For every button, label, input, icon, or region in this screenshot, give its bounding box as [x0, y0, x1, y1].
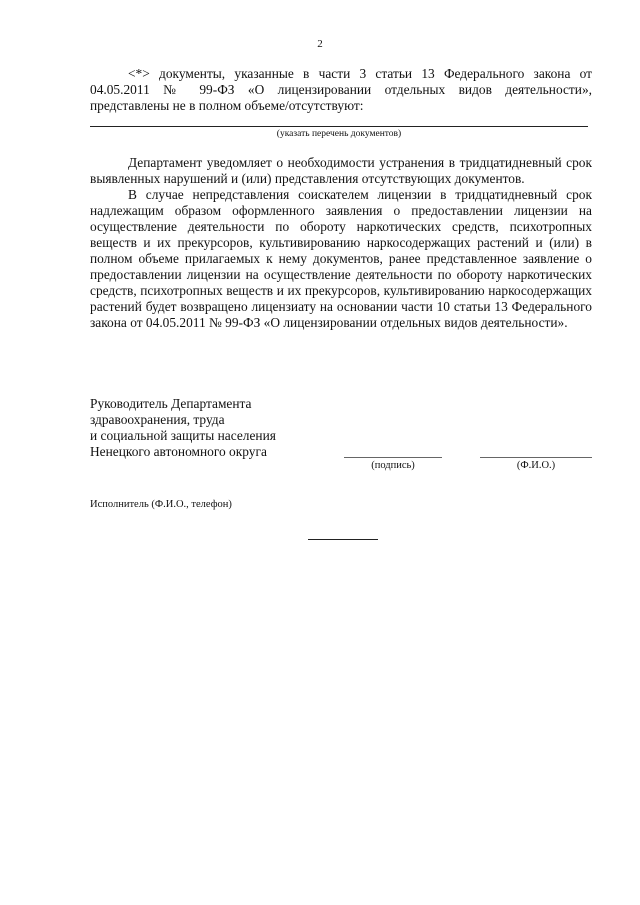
notice-paragraph-return: В случае непредставления соискателем лицензии в тридцатидневный срок надлежащим образом оформленного заявления о предоставлении лицензии на осуществление деятельности по обороту наркотических средств, психотропных веществ и их прекурсоров, культивированию наркосодержащих растений и (или) в полном объеме прилагаемых к нему документов, ранее представленное заявление о предоставлении лицензии на осуществление деятельности по обороту наркотических средств, психотропных веществ и их прекурсоров, культивированию наркосодержащих растений будет возвращено лицензиату на основании части 10 статьи 13 Федерального закона от 04.05.2011 № 99-ФЗ «О лицензировании отдельных видов деятельности». [90, 187, 592, 330]
name-line [480, 457, 592, 458]
signer-title [90, 396, 330, 460]
documents-paragraph-block [90, 66, 592, 114]
name-caption: (Ф.И.О.) [516, 460, 556, 471]
signer-title-line: и социальной защиты населения [90, 428, 276, 443]
notice-block [90, 155, 592, 331]
page-number: 2 [317, 38, 323, 50]
signature-line [344, 457, 442, 458]
documents-list-line [90, 126, 588, 127]
notice-paragraph-deadline: Департамент уведомляет о необходимости устранения в тридцатидневный срок выявленных нарушений и (или) представления отсутствующих документов. [90, 155, 592, 186]
end-of-document-line [308, 539, 378, 540]
signer-title-line: Руководитель Департамента [90, 396, 252, 411]
documents-list-caption: (указать перечень документов) [276, 129, 402, 139]
documents-paragraph: <*> документы, указанные в части 3 статьи 13 Федерального закона от 04.05.2011 № 99-ФЗ «О лицензировании отдельных видов деятельности», представлены не в полном объеме/отсутствуют: [90, 66, 592, 113]
signature-caption: (подпись) [371, 460, 415, 471]
signer-title-line: Ненецкого автономного округа [90, 444, 267, 459]
signer-title-line: здравоохранения, труда [90, 412, 225, 427]
executor-note: Исполнитель (Ф.И.О., телефон) [90, 499, 232, 510]
